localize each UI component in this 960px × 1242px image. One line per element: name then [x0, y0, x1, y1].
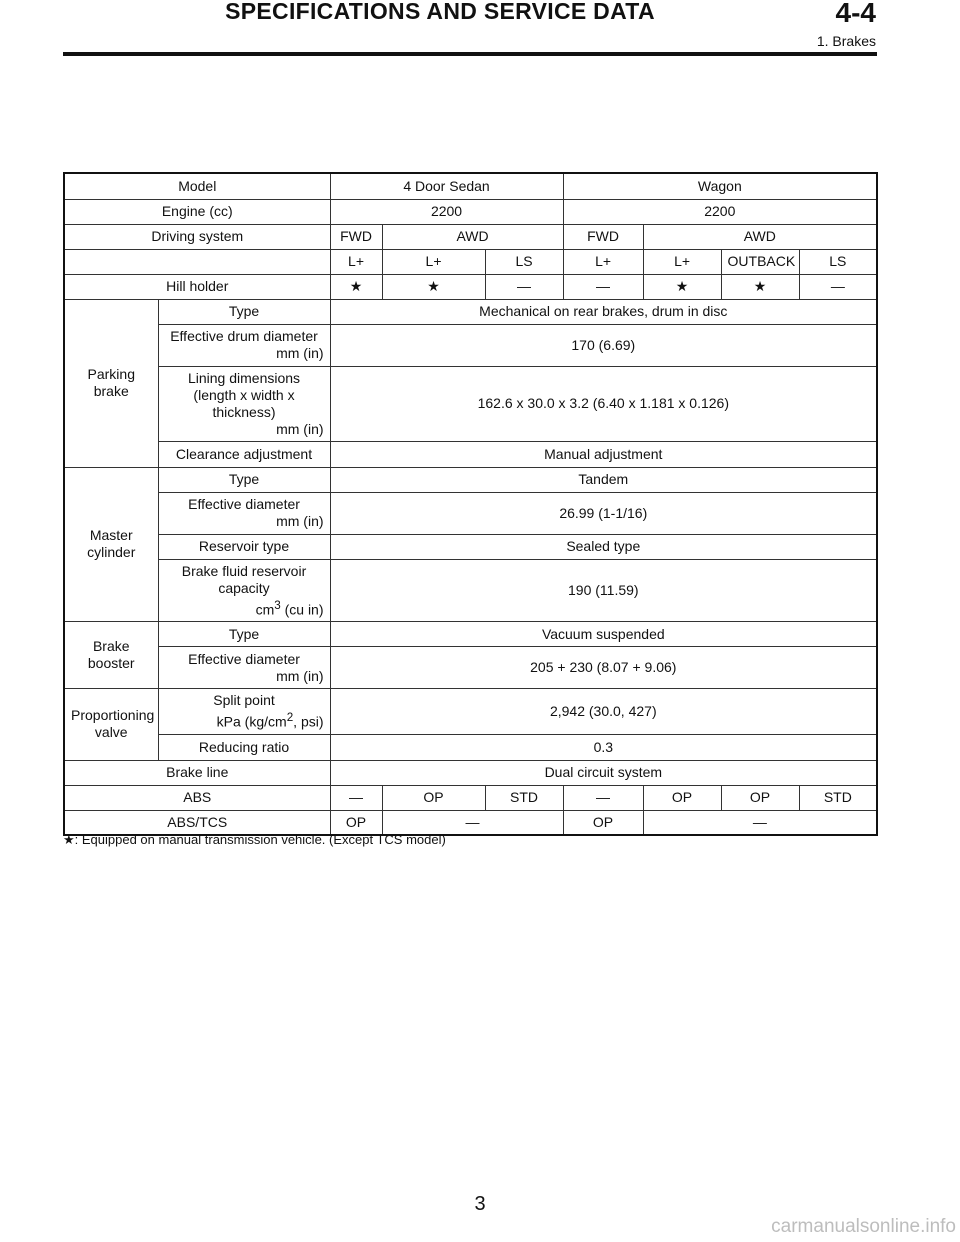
master-type-label: Type: [158, 467, 330, 492]
group-line: cylinder: [87, 544, 136, 561]
hill-holder-cell: —: [563, 274, 643, 299]
reservoir-type-label: Reservoir type: [158, 534, 330, 559]
drum-diameter-value: 170 (6.69): [330, 324, 877, 366]
grade-label-empty: [64, 249, 330, 274]
unit-superscript: 2: [286, 711, 294, 725]
abs-cell: OP: [643, 785, 721, 810]
grade-cell: LS: [799, 249, 877, 274]
page-title: SPECIFICATIONS AND SERVICE DATA: [225, 0, 655, 24]
abs-cell: OP: [721, 785, 799, 810]
table-row: [64, 274, 877, 299]
group-line: Proportioning: [71, 707, 155, 724]
label-line: capacity: [218, 579, 270, 596]
group-line: valve: [94, 724, 128, 741]
booster-diameter-label: [158, 647, 330, 689]
engine-sedan: 2200: [330, 199, 563, 224]
master-diameter-label: [158, 492, 330, 534]
hill-holder-cell: —: [799, 274, 877, 299]
grade-cell: L+: [643, 249, 721, 274]
unit-superscript: 3: [274, 598, 281, 612]
table-row: [64, 173, 877, 199]
table-row: [64, 324, 877, 366]
fluid-capacity-value: 190 (11.59): [330, 559, 877, 622]
reducing-ratio-label: Reducing ratio: [158, 734, 330, 760]
table-row: [64, 492, 877, 534]
unit-text: mm (in): [276, 420, 324, 437]
unit-text: mm (in): [276, 345, 324, 361]
abs-tcs-cell: OP: [563, 810, 643, 835]
table-row: [64, 622, 877, 647]
table-row: [64, 785, 877, 810]
abs-cell: —: [330, 785, 382, 810]
group-line: Brake: [92, 638, 130, 655]
booster-type-value: Vacuum suspended: [330, 622, 877, 647]
table-row: [64, 224, 877, 249]
abs-cell: STD: [485, 785, 563, 810]
abs-cell: —: [563, 785, 643, 810]
engine-wagon: 2200: [563, 199, 877, 224]
drum-diameter-label: [158, 324, 330, 366]
label-line: Effective diameter: [188, 650, 300, 667]
table-row: [64, 534, 877, 559]
split-point-label: [158, 689, 330, 735]
table-row: [64, 467, 877, 492]
label-line: Split point: [213, 692, 275, 709]
group-line: Parking: [87, 366, 135, 382]
grade-cell: LS: [485, 249, 563, 274]
page-number: 3: [474, 1193, 486, 1215]
table-row: [64, 441, 877, 467]
label-line: thickness): [212, 403, 276, 420]
unit-text: [165, 709, 324, 731]
model-wagon: Wagon: [563, 173, 877, 199]
table-row: [64, 760, 877, 785]
group-line: Master: [89, 527, 133, 544]
unit-text: mm (in): [276, 513, 324, 529]
split-point-value: 2,942 (30.0, 427): [330, 689, 877, 735]
grade-cell: L+: [563, 249, 643, 274]
booster-type-label: Type: [158, 622, 330, 647]
unit-part: (cu in): [280, 601, 324, 618]
drive-cell: AWD: [643, 224, 877, 249]
engine-label: Engine (cc): [64, 199, 330, 224]
clearance-label: Clearance adjustment: [158, 441, 330, 467]
unit-part: , psi): [293, 713, 324, 730]
master-type-value: Tandem: [330, 467, 877, 492]
label-line: Effective drum diameter: [170, 328, 318, 344]
hill-holder-cell: ★: [330, 274, 382, 299]
grade-cell: L+: [330, 249, 382, 274]
brake-spec-table: [63, 172, 878, 836]
table-row: [64, 249, 877, 274]
table-row: [64, 647, 877, 689]
reducing-ratio-value: 0.3: [330, 734, 877, 760]
drive-cell: AWD: [382, 224, 563, 249]
grade-cell: OUTBACK: [721, 249, 799, 274]
label-line: Effective diameter: [188, 496, 300, 512]
abs-tcs-cell: —: [643, 810, 877, 835]
hill-holder-label: Hill holder: [64, 274, 330, 299]
drive-cell: FWD: [330, 224, 382, 249]
unit-text: mm (in): [276, 667, 324, 684]
driving-label: Driving system: [64, 224, 330, 249]
abs-tcs-cell: —: [382, 810, 563, 835]
table-row: [64, 689, 877, 735]
parking-type-value: Mechanical on rear brakes, drum in disc: [330, 299, 877, 324]
table-row: [64, 366, 877, 441]
unit-text: [165, 597, 324, 619]
label-line: Brake fluid reservoir: [181, 562, 307, 579]
label-line: Lining dimensions: [187, 369, 301, 386]
lining-dimensions-label: [158, 366, 330, 441]
abs-cell: STD: [799, 785, 877, 810]
hill-holder-cell: ★: [382, 274, 485, 299]
table-row: [64, 734, 877, 760]
watermark: carmanualsonline.info: [771, 1216, 956, 1237]
footnote: ★: Equipped on manual transmission vehicle. (Except TCS model): [63, 832, 446, 847]
header-rule: [63, 52, 877, 56]
drive-cell: FWD: [563, 224, 643, 249]
proportioning-valve-group: [64, 689, 158, 761]
parking-brake-group: [64, 299, 158, 467]
label-line: (length x width x: [193, 386, 295, 403]
model-label: Model: [64, 173, 330, 199]
abs-cell: OP: [382, 785, 485, 810]
table-row: [64, 199, 877, 224]
hill-holder-cell: ★: [643, 274, 721, 299]
clearance-value: Manual adjustment: [330, 441, 877, 467]
hill-holder-cell: —: [485, 274, 563, 299]
unit-part: kPa (kg/cm: [216, 713, 287, 730]
table-row: [64, 559, 877, 622]
hill-holder-cell: ★: [721, 274, 799, 299]
abs-label: ABS: [64, 785, 330, 810]
unit-part: cm: [255, 601, 275, 618]
brake-line-label: Brake line: [64, 760, 330, 785]
abs-tcs-label: ABS/TCS: [64, 810, 330, 835]
reservoir-type-value: Sealed type: [330, 534, 877, 559]
abs-tcs-cell: OP: [330, 810, 382, 835]
group-line: booster: [87, 655, 135, 672]
lining-dimensions-value: 162.6 x 30.0 x 3.2 (6.40 x 1.181 x 0.126): [330, 366, 877, 441]
booster-diameter-value: 205 + 230 (8.07 + 9.06): [330, 647, 877, 689]
fluid-capacity-label: [158, 559, 330, 622]
table-row: [64, 299, 877, 324]
group-line: brake: [93, 383, 129, 399]
model-sedan: 4 Door Sedan: [330, 173, 563, 199]
brake-booster-group: [64, 622, 158, 689]
master-diameter-value: 26.99 (1-1/16): [330, 492, 877, 534]
section-number: 4-4: [835, 0, 876, 28]
master-cylinder-group: [64, 467, 158, 622]
section-subtitle: 1. Brakes: [816, 33, 876, 49]
parking-type-label: Type: [158, 299, 330, 324]
brake-line-value: Dual circuit system: [330, 760, 877, 785]
grade-cell: L+: [382, 249, 485, 274]
